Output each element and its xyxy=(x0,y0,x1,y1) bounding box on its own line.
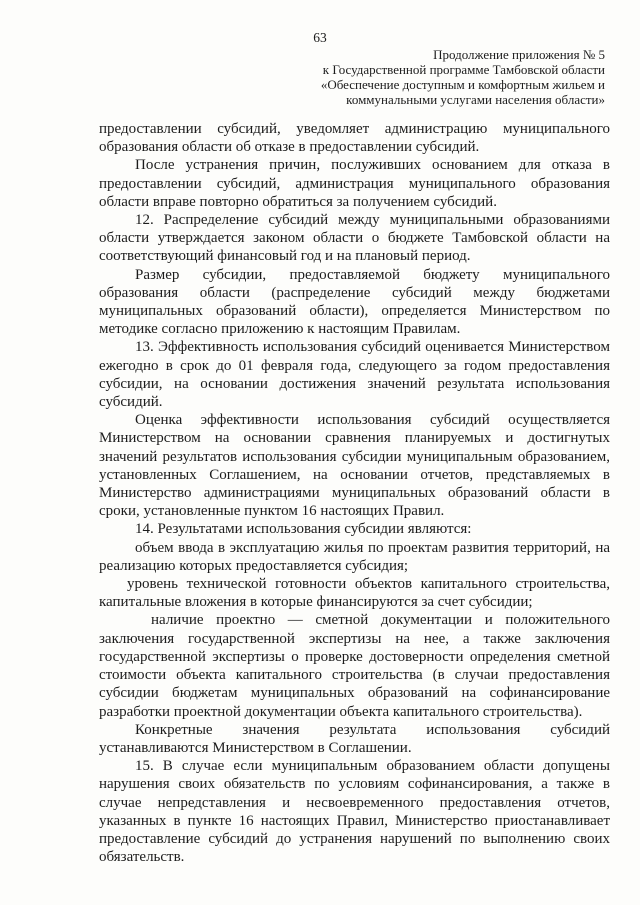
paragraph-subsidy-size: Размер субсидии, предоставляемой бюджету муниципального образования области (распределение субсидий между бюджетами муниципальных образований области), определяется Министерством по методике согласно приложению к настоящим Правилам. xyxy=(99,266,610,338)
appendix-header-line: к Государственной программе Тамбовской области xyxy=(322,62,605,77)
paragraph-item-12: 12. Распределение субсидий между муниципальными образованиями области утверждается законом области о бюджете Тамбовской области на соответствующий финансовый год и на плановый период. xyxy=(99,212,610,265)
appendix-header xyxy=(305,47,605,107)
paragraph-continuation: предоставлении субсидий, уведомляет администрацию муниципального образования области об отказе в предоставлении субсидий. xyxy=(99,121,610,156)
paragraph-result-documentation: наличие проектно — сметной документации и положительного заключения государственной экспертизы на нее, а также заключения государственной экспертизы о проверке достоверности определения сметной стоимости объекта капитального строительства (в случаи предоставления субсидии бюджетам муниципальных образований на софинансирование разработки проектной документации объекта капитального строительства). xyxy=(99,612,610,720)
paragraph-result-housing: объем ввода в эксплуатацию жилья по проектам развития территорий, на реализацию которых предоставляется субсидия; xyxy=(99,539,610,574)
appendix-header-line: коммунальными услугами населения области» xyxy=(346,92,605,107)
paragraph-item-14: 14. Результатами использования субсидии являются: xyxy=(135,521,472,538)
paragraph-efficiency-assessment: Оценка эффективности использования субсидий осуществляется Министерством на основании сравнения планируемых и достигнутых значений результатов использования субсидии муниципальным образованием, установленных Соглашением, на основании отчетов, представляемых в Министерство администрациями муниципальных образований области в сроки, установленные пунктом 16 настоящих Правил. xyxy=(99,412,610,520)
document-body xyxy=(99,120,610,866)
paragraph-item-15: 15. В случае если муниципальным образованием области допущены нарушения своих обязательств по условиям софинансирования, а также в случае непредставления и несвоевременного предоставления отчетов, указанных в пункте 16 настоящих Правил, Министерство приостанавливает предоставление субсидий до устранения нарушений по выполнению своих обязательств. xyxy=(99,758,610,866)
appendix-header-line: Продолжение приложения № 5 xyxy=(433,47,605,62)
paragraph-resubmission: После устранения причин, послуживших основанием для отказа в предоставлении субсидий, администрация муниципального образования области вправе повторно обратиться за получением субсидий. xyxy=(99,157,610,210)
page-number: 63 xyxy=(313,30,327,45)
paragraph-result-readiness: уровень технической готовности объектов капитального строительства, капитальные вложения в которые финансируются за счет субсидии; xyxy=(99,576,610,611)
appendix-header-line: «Обеспечение доступным и комфортным жильем и xyxy=(320,77,605,92)
paragraph-item-13: 13. Эффективность использования субсидий оценивается Министерством ежегодно в срок до 01 февраля года, следующего за годом предоставления субсидии, на основании достижения значений результата использования субсидий. xyxy=(99,339,610,411)
paragraph-specific-values: Конкретные значения результата использования субсидий устанавливаются Министерством в Соглашении. xyxy=(99,721,610,756)
